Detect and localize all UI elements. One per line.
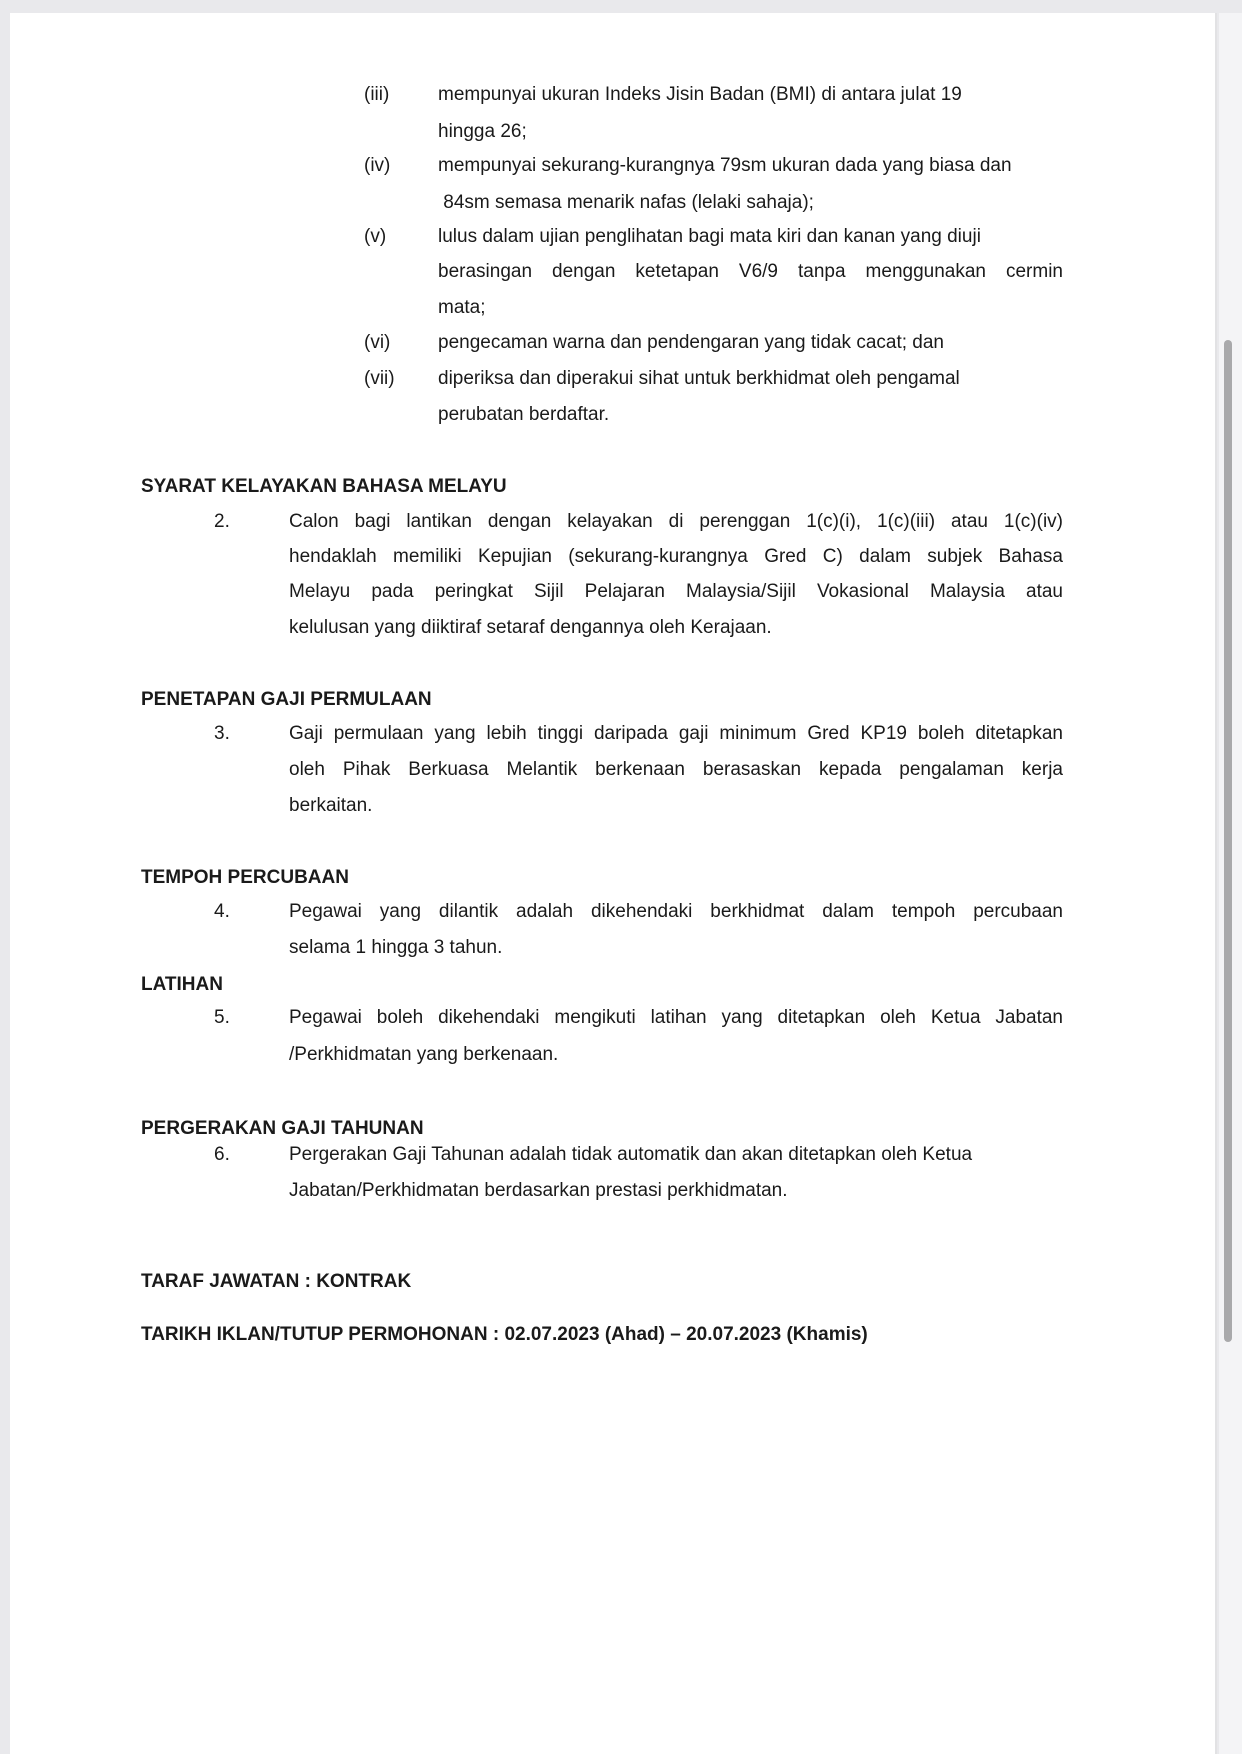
list-text: pengecaman warna dan pendengaran yang tidak cacat; dan <box>438 332 944 353</box>
paragraph-number: 4. <box>214 901 230 922</box>
paragraph-text: oleh Pihak Berkuasa Melantik berkenaan berasaskan kepada pengalaman kerja <box>289 759 1063 780</box>
application-dates: TARIKH IKLAN/TUTUP PERMOHONAN : 02.07.2023 (Ahad) – 20.07.2023 (Khamis) <box>141 1324 868 1345</box>
paragraph-text: Calon bagi lantikan dengan kelayakan di perenggan 1(c)(i), 1(c)(iii) atau 1(c)(iv) <box>289 511 1063 532</box>
list-text: berasingan dengan ketetapan V6/9 tanpa menggunakan cermin <box>438 261 1063 282</box>
page-edge <box>1215 13 1217 1754</box>
paragraph-number: 3. <box>214 723 230 744</box>
paragraph-text: Pergerakan Gaji Tahunan adalah tidak automatik dan akan ditetapkan oleh Ketua <box>289 1144 973 1165</box>
list-text: mempunyai sekurang-kurangnya 79sm ukuran dada yang biasa dan <box>438 155 1012 176</box>
paragraph-number: 6. <box>214 1144 230 1165</box>
paragraph-number: 2. <box>214 511 230 532</box>
paragraph-text: Melayu pada peringkat Sijil Pelajaran Malaysia/Sijil Vokasional Malaysia atau <box>289 581 1063 602</box>
paragraph-number: 5. <box>214 1007 230 1028</box>
paragraph-text: Gaji permulaan yang lebih tinggi daripada gaji minimum Gred KP19 boleh ditetapkan <box>289 723 1063 744</box>
section-heading: LATIHAN <box>141 974 223 995</box>
list-label: (iii) <box>364 84 390 105</box>
paragraph-text: /Perkhidmatan yang berkenaan. <box>289 1044 559 1065</box>
paragraph-text: berkaitan. <box>289 795 373 816</box>
paragraph-text: selama 1 hingga 3 tahun. <box>289 937 503 958</box>
list-label: (iv) <box>364 155 391 176</box>
paragraph-text: Pegawai boleh dikehendaki mengikuti latihan yang ditetapkan oleh Ketua Jabatan <box>289 1007 1063 1028</box>
section-heading: TEMPOH PERCUBAAN <box>141 867 349 888</box>
list-text: mempunyai ukuran Indeks Jisin Badan (BMI) di antara julat 19 <box>438 84 962 105</box>
paragraph-text: Jabatan/Perkhidmatan berdasarkan prestasi perkhidmatan. <box>289 1180 788 1201</box>
list-text: hingga 26; <box>438 121 527 142</box>
paragraph-text: hendaklah memiliki Kepujian (sekurang-kurangnya Gred C) dalam subjek Bahasa <box>289 546 1063 567</box>
list-text: diperiksa dan diperakui sihat untuk berkhidmat oleh pengamal <box>438 368 960 389</box>
list-text: 84sm semasa menarik nafas (lelaki sahaja); <box>438 192 814 213</box>
scrollbar-thumb[interactable] <box>1224 340 1232 1342</box>
list-text: lulus dalam ujian penglihatan bagi mata kiri dan kanan yang diuji <box>438 226 981 247</box>
paragraph-text: Pegawai yang dilantik adalah dikehendaki berkhidmat dalam tempoh percubaan <box>289 901 1063 922</box>
list-label: (v) <box>364 226 387 247</box>
list-label: (vi) <box>364 332 391 353</box>
section-heading: PERGERAKAN GAJI TAHUNAN <box>141 1118 424 1139</box>
section-heading: PENETAPAN GAJI PERMULAAN <box>141 689 432 710</box>
section-heading: SYARAT KELAYAKAN BAHASA MELAYU <box>141 476 507 497</box>
position-status: TARAF JAWATAN : KONTRAK <box>141 1271 412 1292</box>
list-text: mata; <box>438 297 486 318</box>
list-text: perubatan berdaftar. <box>438 404 610 425</box>
paragraph-text: kelulusan yang diiktiraf setaraf dengannya oleh Kerajaan. <box>289 617 772 638</box>
list-label: (vii) <box>364 368 395 389</box>
